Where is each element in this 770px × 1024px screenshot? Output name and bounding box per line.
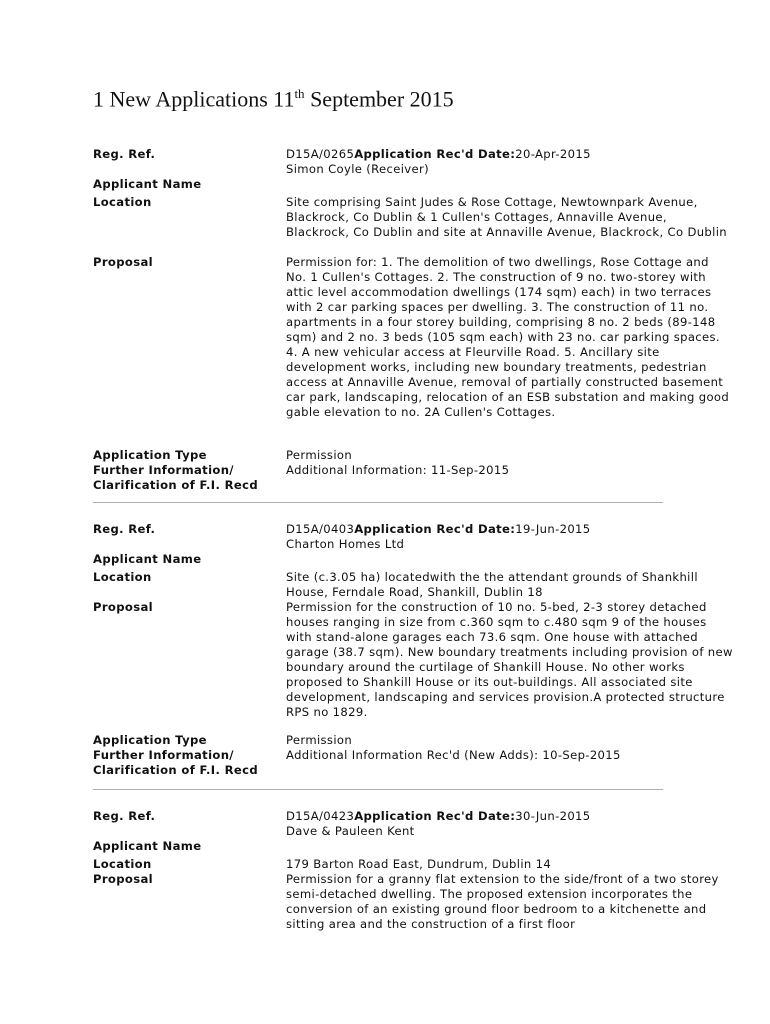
applicant-name-value: Simon Coyle (Receiver): [286, 162, 429, 176]
applicant-name-label: Applicant Name: [93, 839, 202, 853]
applicant-name-label: Applicant Name: [93, 552, 202, 566]
location-value: Site (c.3.05 ha) locatedwith the the attendant grounds of Shankhill House, Ferndale Road, Shankill, Dublin 18: [286, 570, 698, 599]
proposal-value: Permission for the construction of 10 no. 5-bed, 2-3 storey detached houses ranging in size from c.360 sqm to c.480 sqm 9 of the houses with stand-alone garages each 73.6 sqm. One house with attached garage (38.7 sqm). New boundary treatments including provision of new boundary around the curtilage of Shankill House. No other works proposed to Shankill House or its out-buildings. All associated site development, landscaping and services provision.A protected structure RPS no 1829.: [286, 600, 733, 719]
location-value: Site comprising Saint Judes & Rose Cottage, Newtownpark Avenue, Blackrock, Co Dublin & 1 Cullen's Cottages, Annaville Avenue, Blackrock, Co Dublin and site at Annaville Avenue, Blackrock, Co Dublin: [286, 195, 727, 239]
application-type-value: Permission Additional Information: 11-Sep-2015: [286, 448, 510, 477]
reg-ref-value: D15A/0403Application Rec'd Date:19-Jun-2015 Charton Homes Ltd: [286, 522, 591, 551]
location-label: Location: [93, 195, 152, 209]
record-divider: [93, 789, 663, 790]
rec-date-label: Application Rec'd Date:: [354, 147, 516, 161]
location-label: Location: [93, 857, 152, 871]
application-type-label: Application Type Further Information/ Clarification of F.I. Recd: [93, 448, 258, 492]
application-type-value: Permission Additional Information Rec'd (New Adds): 10-Sep-2015: [286, 733, 621, 762]
reg-ref-value: D15A/0423Application Rec'd Date:30-Jun-2015 Dave & Pauleen Kent: [286, 809, 591, 838]
location-value: 179 Barton Road East, Dundrum, Dublin 14: [286, 857, 552, 871]
further-info-value: Additional Information: 11-Sep-2015: [286, 463, 510, 477]
reg-ref-label: Reg. Ref.: [93, 522, 156, 536]
page-title: 1 New Applications 11th September 2015: [93, 86, 454, 112]
proposal-value: Permission for a granny flat extension to the side/front of a two storey semi-detached dwelling. The proposed extension incorporates the conversion of an existing ground floor bedroom to a kitchenette and sitting area and the construction of a first floor: [286, 872, 719, 931]
application-type-label: Application Type Further Information/ Clarification of F.I. Recd: [93, 733, 258, 777]
reg-ref-label: Reg. Ref.: [93, 147, 156, 161]
proposal-label: Proposal: [93, 872, 153, 886]
proposal-label: Proposal: [93, 600, 153, 614]
rec-date-label: Application Rec'd Date:: [354, 809, 516, 823]
application-record: [93, 147, 733, 492]
applicant-name-value: Dave & Pauleen Kent: [286, 824, 415, 838]
application-record: [93, 522, 733, 777]
record-divider: [93, 502, 663, 503]
applicant-name-value: Charton Homes Ltd: [286, 537, 405, 551]
proposal-label: Proposal: [93, 255, 153, 269]
further-info-value: Additional Information Rec'd (New Adds): 10-Sep-2015: [286, 748, 621, 762]
rec-date-label: Application Rec'd Date:: [354, 522, 516, 536]
application-record: [93, 809, 733, 932]
location-label: Location: [93, 570, 152, 584]
proposal-value: Permission for: 1. The demolition of two dwellings, Rose Cottage and No. 1 Cullen's Cottages. 2. The construction of 9 no. two-storey with attic level accommodation dwellings (174 sqm) each) in two terraces with 2 car parking spaces per dwelling. 3. The construction of 11 no. apartments in a four storey building, comprising 8 no. 2 beds (89-148 sqm) and 2 no. 3 beds (105 sqm each) with 23 no. car parking spaces. 4. A new vehicular access at Fleurville Road. 5. Ancillary site development works, including new boundary treatments, pedestrian access at Annaville Avenue, removal of partially constructed basement car park, landscaping, relocation of an ESB substation and making good gable elevation to no. 2A Cullen's Cottages.: [286, 255, 730, 419]
applicant-name-label: Applicant Name: [93, 177, 202, 191]
reg-ref-label: Reg. Ref.: [93, 809, 156, 823]
reg-ref-value: D15A/0265Application Rec'd Date:20-Apr-2015 Simon Coyle (Receiver): [286, 147, 591, 176]
